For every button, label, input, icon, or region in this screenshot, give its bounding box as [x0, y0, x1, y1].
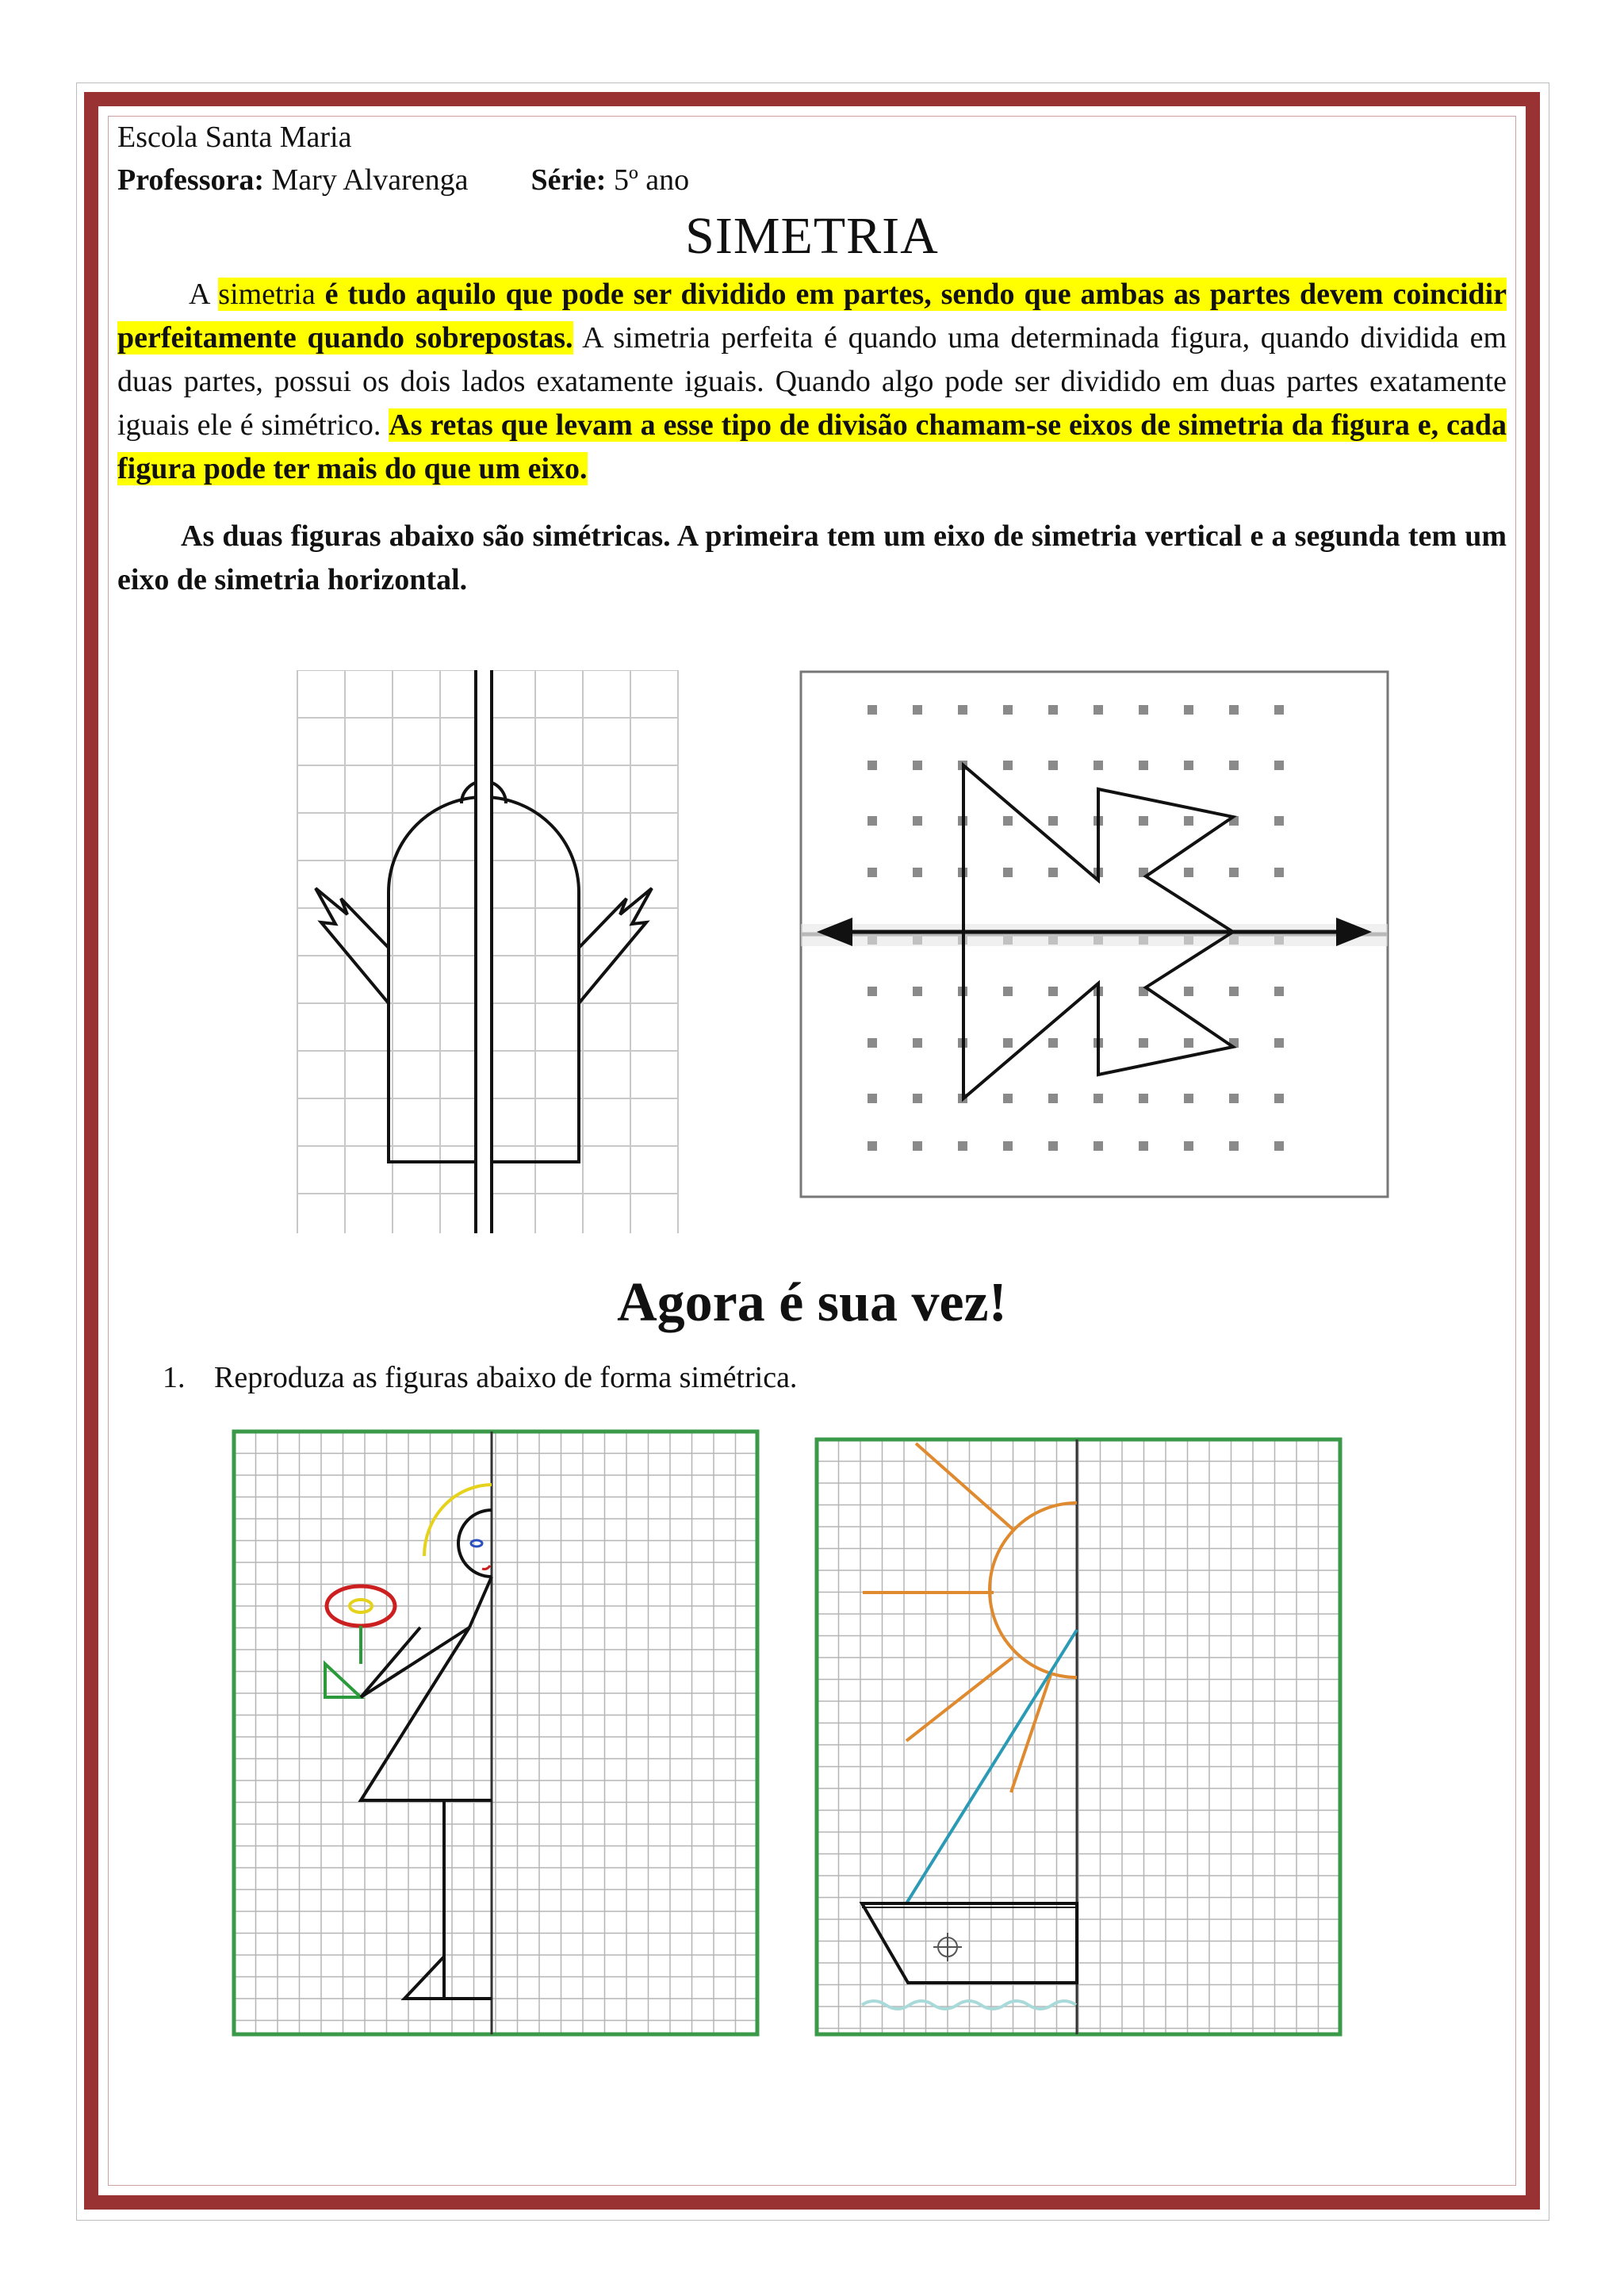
intro-axis-definition: As retas que levam a esse tipo de divisão chamam-se eixos de simetria da figura e, cada figura pode ter mais do que um eixo. — [117, 408, 1507, 485]
teacher-label: Professora: — [117, 163, 265, 197]
grid-dot — [1139, 1141, 1148, 1151]
grid-dot — [913, 1094, 922, 1103]
grid-dot — [913, 816, 922, 826]
grid-dot — [868, 761, 877, 770]
exercise-number: 1. — [163, 1361, 186, 1394]
grid-dot — [1229, 868, 1239, 877]
grid-dot — [913, 868, 922, 877]
grid-dot — [1229, 705, 1239, 715]
grid-dot — [1184, 761, 1193, 770]
grid-dot — [1003, 705, 1013, 715]
grid-dot — [1003, 1038, 1013, 1048]
grid-dot — [958, 705, 967, 715]
grid-dot — [913, 761, 922, 770]
grade-label: Série: — [530, 163, 607, 197]
grid-dot — [1184, 868, 1193, 877]
grid-dot — [1184, 705, 1193, 715]
grid-dot — [1184, 1038, 1193, 1048]
grid-dot — [1048, 1094, 1058, 1103]
grid-dot — [1274, 868, 1284, 877]
grid-dot — [868, 987, 877, 996]
grid-dot — [1274, 761, 1284, 770]
grid-dot — [958, 1141, 967, 1151]
grid-dot — [1274, 1141, 1284, 1151]
intro-definition: é tudo aquilo que pode ser dividido em partes, sendo que ambas as partes devem coincidir perfeitamente quando sobrepostas. — [117, 278, 1507, 355]
grid-dot — [868, 1141, 877, 1151]
grid-dot — [1229, 1094, 1239, 1103]
exercise-grid-girl[interactable] — [230, 1428, 761, 2038]
school-name: Escola Santa Maria — [117, 121, 352, 154]
exercise-text: Reproduza as figuras abaixo de forma simétrica. — [214, 1361, 798, 1394]
grid-dot — [1003, 816, 1013, 826]
grid-dot — [1274, 816, 1284, 826]
teacher-name: Mary Alvarenga — [271, 163, 469, 197]
grid-dot — [913, 1141, 922, 1151]
intro-text-b: A simetria perfeita é quando uma determinada figura, quando dividida em duas partes, possui os dois lados exatamente iguais. Quando algo pode ser dividido em duas partes exatamente iguais ele é simétrico. — [117, 321, 1507, 442]
girl-eye — [471, 1540, 482, 1547]
grid-dot — [868, 868, 877, 877]
exercise-grid-boat[interactable] — [813, 1428, 1344, 2038]
grid-dot — [1274, 1094, 1284, 1103]
grid-dot — [1048, 1038, 1058, 1048]
grid-dot — [1274, 1038, 1284, 1048]
grid-dot — [1048, 1141, 1058, 1151]
exercise-instruction — [163, 1356, 797, 1399]
intro-text-a: A — [189, 278, 219, 311]
grid-dot — [1184, 987, 1193, 996]
grid-dot — [1229, 987, 1239, 996]
grid-dot — [1048, 761, 1058, 770]
examples-paragraph: As duas figuras abaixo são simétricas. A primeira tem um eixo de simetria vertical e a segunda tem um eixo de simetria horizontal. — [117, 519, 1507, 596]
grid-dot — [1094, 1141, 1103, 1151]
grid-dot — [913, 705, 922, 715]
intro-term: simetria — [218, 278, 316, 311]
grid-dot — [1048, 705, 1058, 715]
grid-dot — [1003, 987, 1013, 996]
grid-dot — [1139, 761, 1148, 770]
page-title: SIMETRIA — [685, 207, 939, 265]
grid-dot — [1003, 1094, 1013, 1103]
example-figure-horizontal-axis — [793, 670, 1396, 1202]
grid-dot — [1003, 761, 1013, 770]
grid-dot — [1139, 705, 1148, 715]
grid-dot — [1139, 816, 1148, 826]
section-subtitle: Agora é sua vez! — [617, 1272, 1007, 1333]
grid-dot — [1003, 868, 1013, 877]
worksheet-content — [117, 116, 1507, 602]
grid-dot — [1184, 1141, 1193, 1151]
grid-dot — [1274, 705, 1284, 715]
intro-paragraph — [117, 273, 1507, 491]
grid-dot — [913, 987, 922, 996]
grid-dot — [1139, 1038, 1148, 1048]
grid-dot — [868, 1038, 877, 1048]
girl-face — [458, 1510, 492, 1577]
grid-dot — [1229, 761, 1239, 770]
grid-dot — [1048, 816, 1058, 826]
grade-value: 5º ano — [613, 163, 690, 197]
grid-dot — [1139, 1094, 1148, 1103]
teacher-line — [117, 159, 1507, 201]
grid-dot — [1094, 1094, 1103, 1103]
grid-dot — [1094, 705, 1103, 715]
grid-dot — [913, 1038, 922, 1048]
grid-dot — [1184, 816, 1193, 826]
example-figure-vertical-axis — [246, 670, 722, 1233]
grid-dot — [1274, 987, 1284, 996]
grid-dot — [1003, 1141, 1013, 1151]
grid-dot — [1094, 761, 1103, 770]
grid-dot — [1184, 1094, 1193, 1103]
grid-dot — [1048, 987, 1058, 996]
grid-dot — [1229, 1141, 1239, 1151]
grid-dot — [868, 816, 877, 826]
grid-dot — [868, 1094, 877, 1103]
grid-dot — [1048, 868, 1058, 877]
grid-dot — [868, 705, 877, 715]
girl-mouth — [482, 1566, 490, 1570]
